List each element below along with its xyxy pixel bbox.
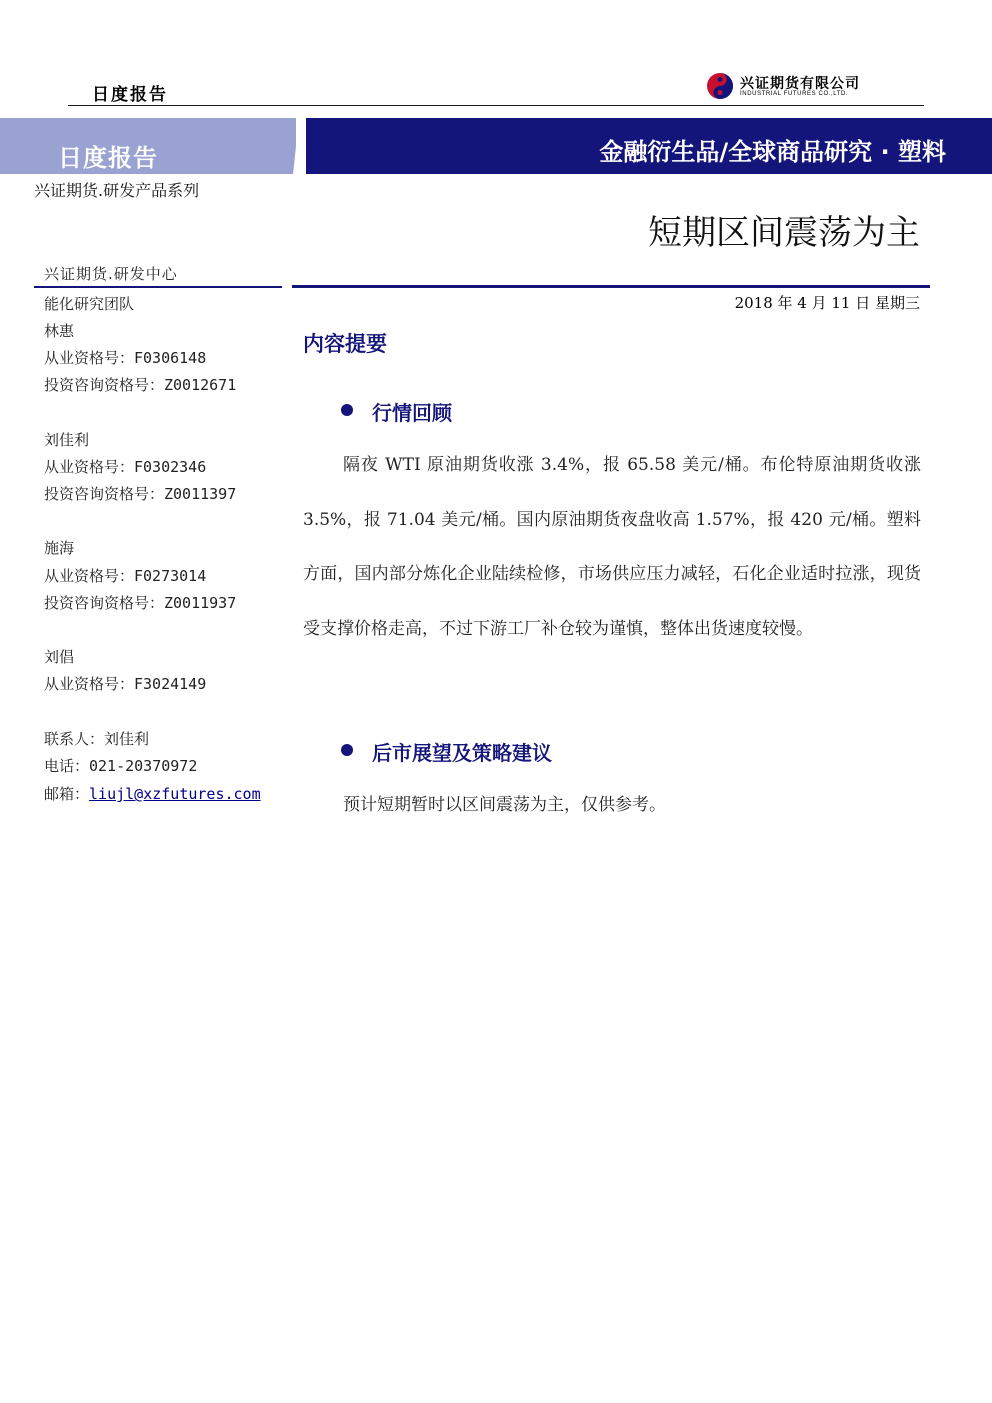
contact-phone: 电话：021-20370972 [44, 757, 198, 775]
company-logo-english: INDUSTRIAL FUTURES CO.,LTD. [740, 91, 849, 97]
summary-heading: 内容提要 [303, 332, 387, 356]
company-logo-icon [706, 72, 734, 100]
analyst-license: 从业资格号：F3024149 [44, 675, 207, 693]
report-title: 短期区间震荡为主 [648, 213, 920, 253]
bullet-icon [341, 404, 353, 416]
section-body-outlook: 预计短期暂时以区间震荡为主，仅供参考。 [343, 795, 666, 815]
analyst-license: 从业资格号：F0302346 [44, 458, 207, 476]
company-logo [706, 72, 906, 104]
contact-email-row [44, 783, 261, 804]
section-title-outlook: 后市展望及策略建议 [372, 741, 552, 765]
contact-email-link[interactable]: liujl@xzfutures.com [89, 785, 261, 803]
analyst-advisory-license: 投资咨询资格号：Z0011937 [44, 594, 237, 612]
analyst-name: 刘倡 [44, 648, 75, 666]
bullet-icon [341, 744, 353, 756]
section-title-market-review: 行情回顾 [372, 401, 452, 425]
company-logo-name: 兴证期货有限公司 [740, 76, 860, 92]
header-divider [68, 105, 924, 106]
banner-report-type: 日度报告 [58, 144, 158, 172]
header-report-type: 日度报告 [92, 85, 168, 105]
analyst-license: 从业资格号：F0306148 [44, 349, 207, 367]
contact-email-label: 邮箱： [44, 785, 90, 803]
sidebar-divider [34, 286, 282, 288]
analyst-advisory-license: 投资咨询资格号：Z0012671 [44, 376, 237, 394]
analyst-license: 从业资格号：F0273014 [44, 567, 207, 585]
section-body-market-review: 隔夜 WTI 原油期货收涨 3.4%，报 65.58 美元/桶。布伦特原油期货收涨 3.5%，报 71.04 美元/桶。国内原油期货夜盘收高 1.57%，报 420 元/桶。塑料方面，国内部分炼化企业陆续检修，市场供应压力减轻，石化企业适时拉涨，现货受支撑价格走高，不过下游工厂补仓较为谨慎，整体出货速度较慢。 [303, 455, 921, 639]
product-series: 兴证期货.研发产品系列 [34, 181, 200, 200]
analyst-name: 林惠 [44, 322, 75, 340]
sidebar-team: 能化研究团队 [44, 295, 135, 313]
analyst-name: 施海 [44, 539, 75, 557]
analyst-name: 刘佳利 [44, 431, 90, 449]
analyst-advisory-license: 投资咨询资格号：Z0011397 [44, 485, 237, 503]
contact-person: 联系人：刘佳利 [44, 730, 150, 748]
banner-category: 金融衍生品/全球商品研究 · 塑料 [599, 138, 946, 166]
sidebar-research-center: 兴证期货.研发中心 [44, 265, 178, 283]
report-date: 2018 年 4 月 11 日 星期三 [734, 294, 920, 312]
main-divider [292, 285, 930, 288]
